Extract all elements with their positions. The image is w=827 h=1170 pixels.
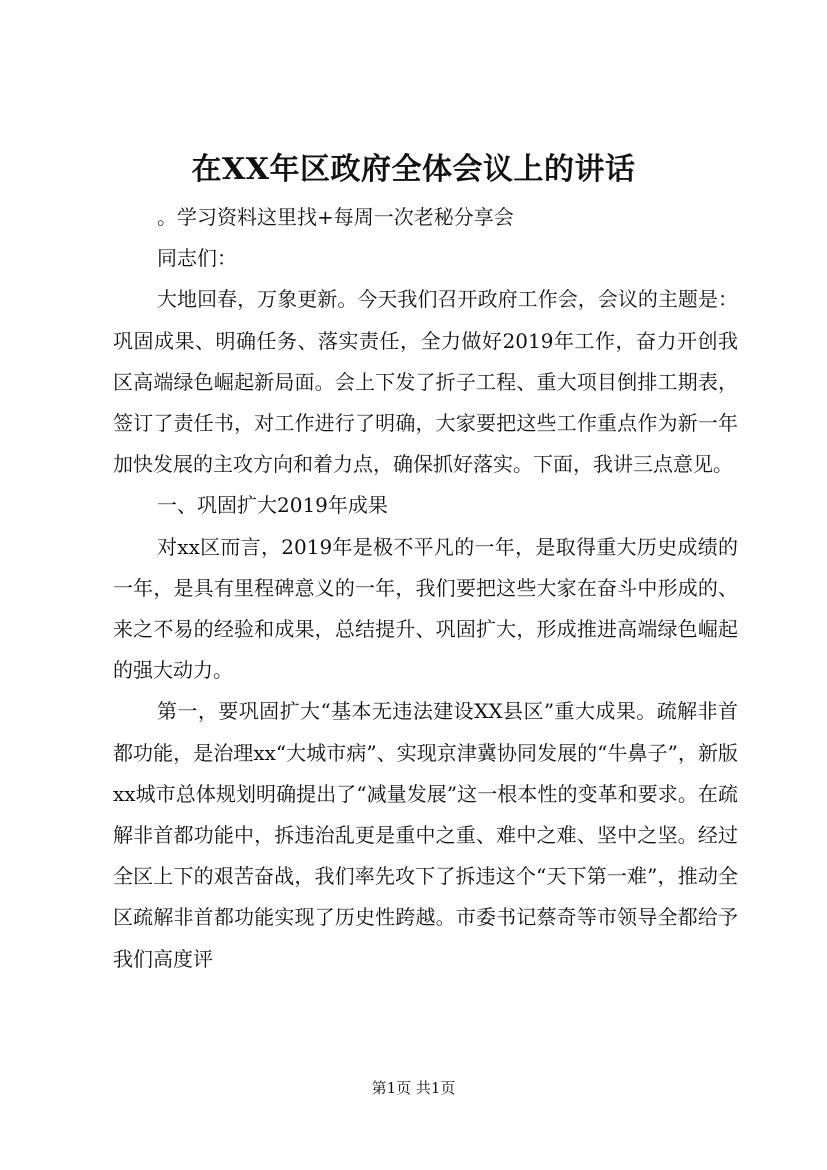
paragraph-point-1: 第一，要巩固扩大“基本无违法建设XX县区”重大成果。疏解非首都功能，是治理xx“大城市病”、实现京津冀协同发展的“牛鼻子”，新版xx城市总体规划明确提出了“减量发展”这一根本性的变革和要求。在疏解非首都功能中，拆违治乱更是重中之重、难中之难、坚中之坚。经过全区上下的艰苦奋战，我们率先攻下了拆违这个“天下第一难”，推动全区疏解非首都功能实现了历史性跨越。市委书记蔡奇等市领导全都给予我们高度评 bbox=[113, 699, 738, 971]
document-body bbox=[113, 197, 738, 980]
document-title: 在XX年区政府全体会议上的讲话 bbox=[191, 152, 636, 187]
paragraph-salutation: 同志们： bbox=[157, 246, 237, 271]
paragraph-promo: 。学习资料这里找+每周一次老秘分享会 bbox=[157, 205, 514, 229]
page-footer: 第1页 共1页 bbox=[371, 1079, 456, 1097]
paragraph-section-1: 对xx区而言，2019年是极不平凡的一年，是取得重大历史成绩的一年，是具有里程碑意义的一年，我们要把这些大家在奋斗中形成的、来之不易的经验和成果，总结提升、巩固扩大，形成推进高端绿色崛起的强大动力。 bbox=[113, 534, 738, 683]
paragraph-intro: 大地回春，万象更新。今天我们召开政府工作会，会议的主题是：巩固成果、明确任务、落实责任，全力做好2019年工作，奋力开创我区高端绿色崛起新局面。会上下发了折子工程、重大项目倒排工期表，签订了责任书，对工作进行了明确，大家要把这些工作重点作为新一年加快发展的主攻方向和着力点，确保抓好落实。下面，我讲三点意见。 bbox=[113, 287, 738, 477]
section-heading-1: 一、巩固扩大2019年成果 bbox=[157, 493, 388, 518]
